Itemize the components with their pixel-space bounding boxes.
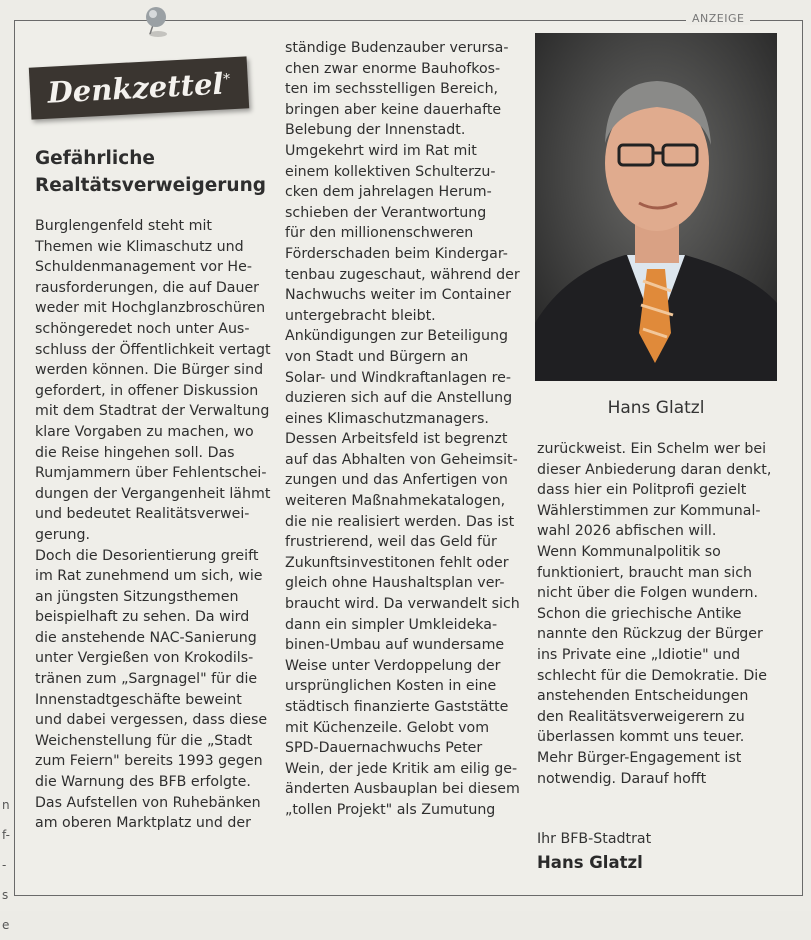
text-line: Themen wie Klimaschutz und xyxy=(35,238,244,255)
text-line: schöngeredet noch unter Aus- xyxy=(35,320,250,337)
text-line: untergebracht bleibt. xyxy=(285,307,436,324)
text-line: und bedeutet Realitätsverwei- xyxy=(35,506,250,523)
portrait-illustration xyxy=(535,33,777,381)
text-line: die nie realisiert werden. Das ist xyxy=(285,513,515,530)
text-line: schieben der Verantwortung xyxy=(285,204,487,221)
text-line: Weichenstellung für die „Stadt xyxy=(35,732,253,749)
text-line: dann ein simpler Umkleideka- xyxy=(285,616,498,633)
text-line: werden können. Die Bürger sind xyxy=(35,362,264,379)
text-line: Mehr Bürger-Engagement ist xyxy=(537,749,742,766)
text-line: bringen aber keine dauerhafte xyxy=(285,101,502,118)
text-line: mit dem Stadtrat der Verwaltung xyxy=(35,403,270,420)
text-line: am oberen Marktplatz und der xyxy=(35,815,251,832)
text-line: wahl 2026 abfischen will. xyxy=(537,523,717,540)
text-line: änderten Ausbauplan bei diesem xyxy=(285,781,520,798)
text-line: klare Vorgaben zu machen, wo xyxy=(35,423,254,440)
signature-name: Hans Glatzl xyxy=(537,853,643,872)
text-line: Innenstadtgeschäfte beweint xyxy=(35,691,242,708)
text-line: tenbau zugeschaut, während der xyxy=(285,266,520,283)
text-line: Förderschaden beim Kindergar- xyxy=(285,245,508,262)
text-line: die Warnung des BFB erfolgte. xyxy=(35,774,251,791)
text-line: notwendig. Darauf hofft xyxy=(537,770,707,787)
text-line: gerung. xyxy=(35,526,91,543)
text-line: mit Küchenzeile. Gelobt vom xyxy=(285,719,490,736)
headline-line: Realtätsverweigerung xyxy=(35,175,267,196)
text-column-1 xyxy=(35,216,271,834)
text-line: überlassen kommt uns teuer. xyxy=(537,729,745,746)
headline xyxy=(35,145,275,199)
signature-label: Ihr BFB-Stadtrat xyxy=(537,831,652,847)
headline-line: Gefährliche xyxy=(35,148,155,169)
text-line: Ankündigungen zur Beteiligung xyxy=(285,328,508,345)
text-line: zungen und das Anfertigen von xyxy=(285,472,508,489)
text-line: und dabei vergessen, dass diese xyxy=(35,712,268,729)
tag-star: * xyxy=(222,71,231,88)
text-line: rausforderungen, die auf Dauer xyxy=(35,279,260,296)
text-line: chen zwar enorme Bauhofkos- xyxy=(285,60,501,77)
text-line: SPD-Dauernachwuchs Peter xyxy=(285,740,483,757)
text-line: Zukunftsinvestitonen fehlt oder xyxy=(285,554,509,571)
text-line: binen-Umbau auf wundersame xyxy=(285,637,505,654)
text-line: tränen zum „Sargnagel" für die xyxy=(35,671,258,688)
text-line: Umgekehrt wird im Rat mit xyxy=(285,142,477,159)
text-line: anstehenden Entscheidungen xyxy=(537,688,749,705)
text-line: gleich ohne Haushaltsplan ver- xyxy=(285,575,505,592)
text-line: „tollen Projekt" als Zumutung xyxy=(285,801,496,818)
text-line: Wählerstimmen zur Kommunal- xyxy=(537,502,761,519)
text-line: im Rat zunehmend um sich, wie xyxy=(35,568,263,585)
text-line: schluss der Öffentlichkeit vertagt xyxy=(35,341,271,358)
text-line: dieser Anbiederung daran denkt, xyxy=(537,461,772,478)
text-line: städtisch finanzierte Gaststätte xyxy=(285,699,509,715)
text-line: nicht über die Folgen wundern. xyxy=(537,585,758,602)
text-line: weder mit Hochglanzbroschüren xyxy=(35,300,266,317)
text-line: an jüngsten Sitzungsthemen xyxy=(35,588,239,605)
edge-fragment: n xyxy=(2,798,10,812)
text-line: Belebung der Innenstadt. xyxy=(285,122,466,139)
text-column-3 xyxy=(537,439,771,789)
text-line: weiteren Maßnahmekatalogen, xyxy=(285,493,506,510)
edge-fragment: e xyxy=(2,918,10,932)
text-line: Burglengenfeld steht mit xyxy=(35,218,212,234)
text-line: braucht wird. Da verwandelt sich xyxy=(285,596,520,613)
text-line: gefordert, in offener Diskussion xyxy=(35,382,259,399)
text-line: Wein, der jede Kritik am eilig ge- xyxy=(285,760,518,777)
text-line: Dessen Arbeitsfeld ist begrenzt xyxy=(285,431,508,448)
text-line: nannte den Rückzug der Bürger xyxy=(537,626,763,643)
text-line: für den millionenschweren xyxy=(285,225,474,242)
photo-caption: Hans Glatzl xyxy=(607,398,705,418)
text-line: Schuldenmanagement vor He- xyxy=(35,259,252,276)
text-line: ins Private eine „Idiotie" und xyxy=(537,646,741,663)
neighbouring-column-fragments xyxy=(2,790,12,940)
advertisement-badge: ANZEIGE xyxy=(686,12,750,25)
text-line: Wenn Kommunalpolitik so xyxy=(537,543,721,560)
text-line: Das Aufstellen von Ruhebänken xyxy=(35,794,261,811)
text-line: frustrierend, weil das Geld für xyxy=(285,534,497,551)
text-line: dungen der Vergangenheit lähmt xyxy=(35,485,271,502)
text-line: die anstehende NAC-Sanierung xyxy=(35,629,257,646)
text-line: ten im sechsstelligen Bereich, xyxy=(285,81,499,98)
text-line: ständige Budenzauber verursa- xyxy=(285,40,509,56)
text-line: auf das Abhalten von Geheimsit- xyxy=(285,451,518,468)
text-line: dass hier ein Politprofi gezielt xyxy=(537,482,747,499)
edge-fragment: - xyxy=(2,858,7,872)
text-line: Nachwuchs weiter im Container xyxy=(285,287,511,304)
text-line: Weise unter Verdoppelung der xyxy=(285,657,501,674)
text-line: funktioniert, braucht man sich xyxy=(537,564,752,581)
text-line: duzieren sich auf die Anstellung xyxy=(285,390,513,407)
edge-fragment: s xyxy=(2,888,9,902)
text-line: Doch die Desorientierung greift xyxy=(35,547,259,564)
text-line: unter Vergießen von Krokodils- xyxy=(35,650,254,667)
text-column-2 xyxy=(285,38,520,821)
text-line: schlecht für die Demokratie. Die xyxy=(537,667,767,684)
author-portrait xyxy=(535,33,777,381)
text-line: Schon die griechische Antike xyxy=(537,605,742,622)
edge-fragment: f- xyxy=(2,828,10,842)
text-line: den Realitätsverweigerern zu xyxy=(537,708,745,725)
text-line: ursprünglichen Kosten in eine xyxy=(285,678,497,695)
text-line: einem kollektiven Schulterzu- xyxy=(285,163,496,180)
text-line: cken dem jahrelagen Herum- xyxy=(285,184,492,201)
text-line: von Stadt und Bürgern an xyxy=(285,348,469,365)
text-line: Rumjammern über Fehlentschei- xyxy=(35,465,267,482)
text-line: die Reise hingehen soll. Das xyxy=(35,444,235,461)
text-line: eines Klimaschutzmanagers. xyxy=(285,410,489,427)
tag-label: Denkzettel xyxy=(46,66,225,110)
text-line: zum Feiern" bereits 1993 gegen xyxy=(35,753,263,770)
text-line: Solar- und Windkraftanlagen re- xyxy=(285,369,512,386)
pushpin-icon xyxy=(138,4,174,40)
text-line: beispielhaft zu sehen. Da wird xyxy=(35,609,250,626)
text-line: zurückweist. Ein Schelm wer bei xyxy=(537,441,767,457)
